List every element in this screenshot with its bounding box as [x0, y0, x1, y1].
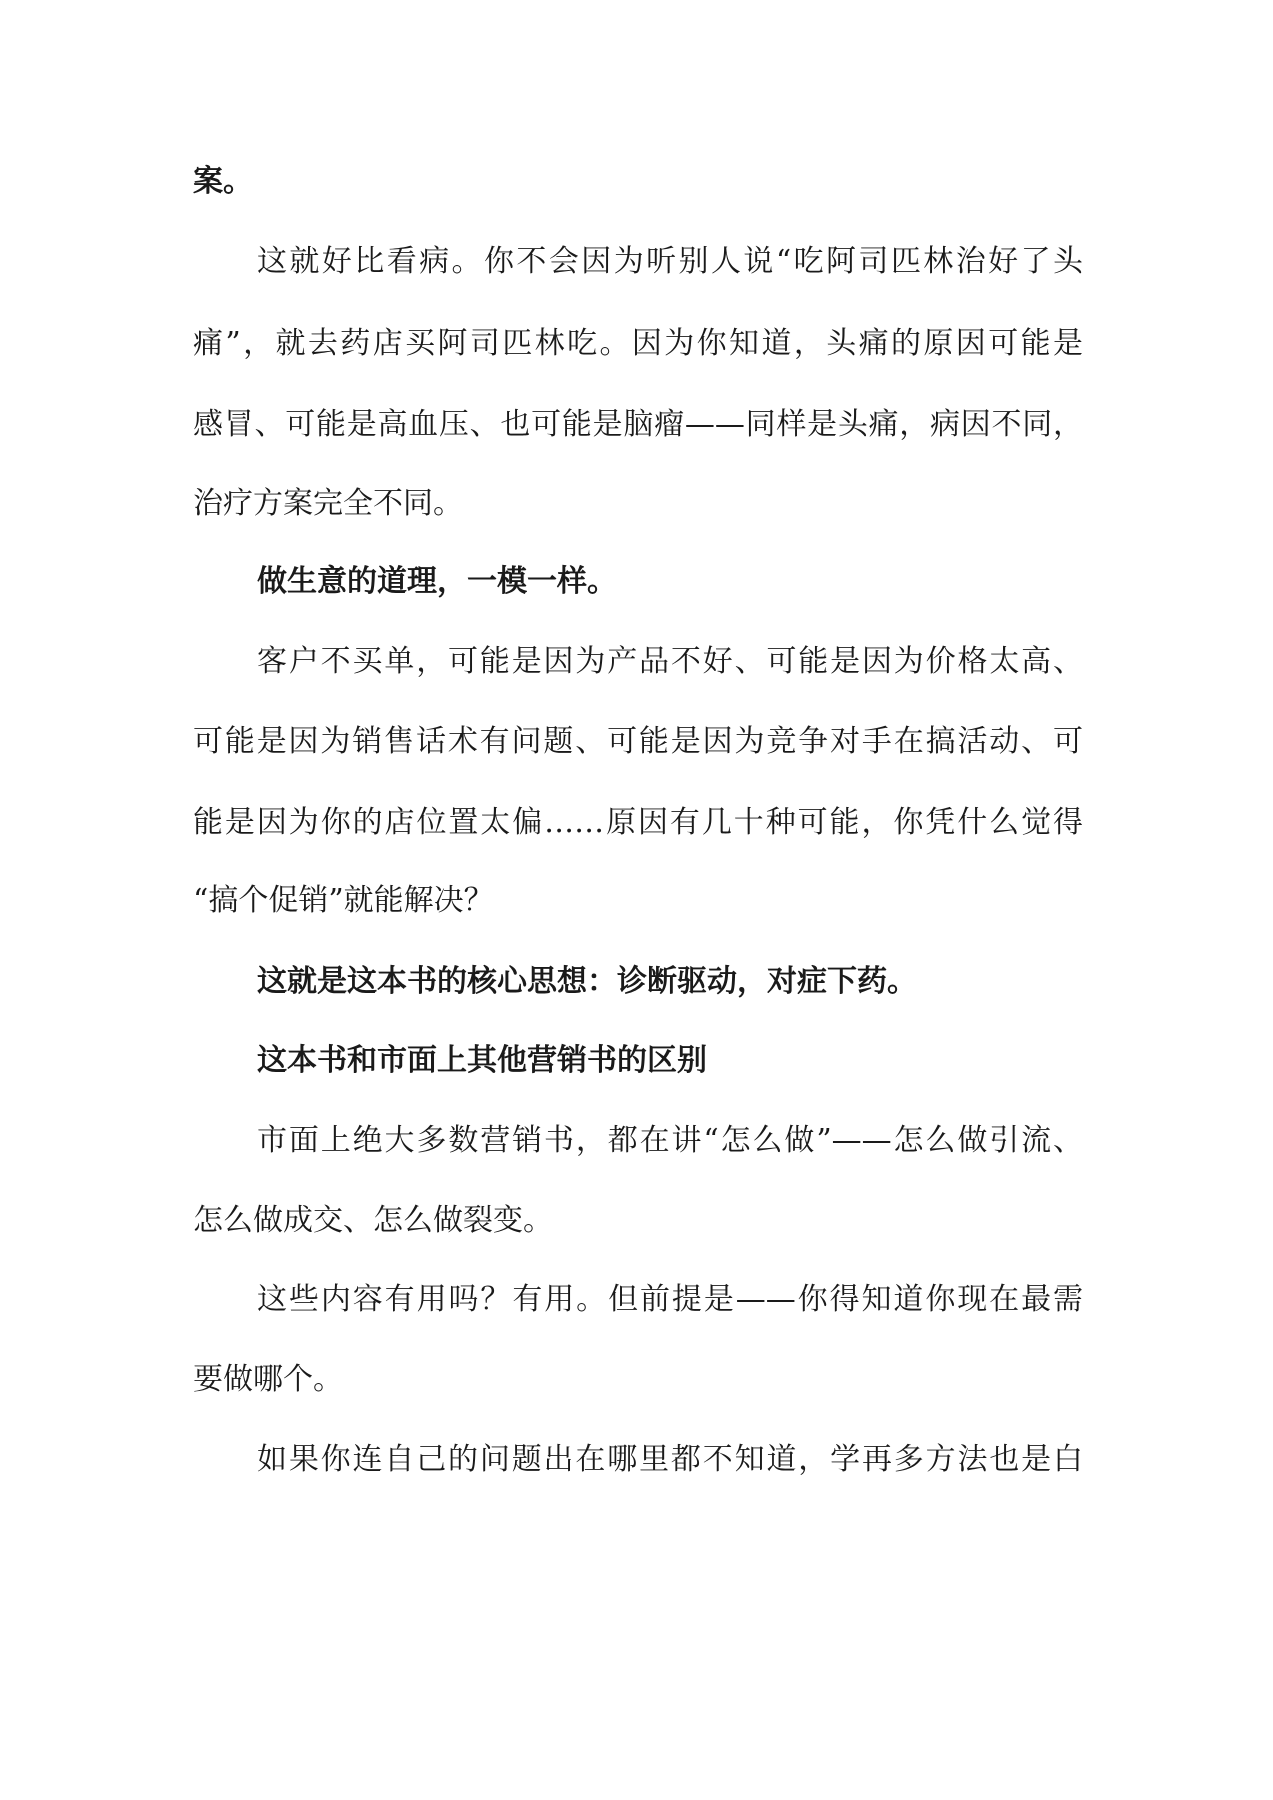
bold-heading: 这就是这本书的核心思想：诊断驱动，对症下药。: [257, 964, 917, 999]
text-line: 案。: [193, 164, 253, 199]
text-line: 感冒、可能是高血压、也可能是脑瘤——同样是头痛，病因不同，: [193, 407, 1083, 442]
bold-heading: 做生意的道理，一模一样。: [257, 564, 617, 599]
text-line: 市面上绝大多数营销书，都在讲“怎么做”——怎么做引流、: [257, 1123, 1083, 1158]
text-line: 治疗方案完全不同。: [193, 486, 463, 521]
text-line: 这就好比看病。你不会因为听别人说“吃阿司匹林治好了头: [257, 244, 1083, 279]
text-line: 要做哪个。: [193, 1362, 343, 1397]
text-line: 客户不买单，可能是因为产品不好、可能是因为价格太高、: [257, 644, 1083, 679]
text-line: 怎么做成交、怎么做裂变。: [193, 1203, 553, 1238]
text-line: 如果你连自己的问题出在哪里都不知道，学再多方法也是白: [257, 1442, 1083, 1477]
section-heading: 这本书和市面上其他营销书的区别: [257, 1043, 707, 1078]
text-line: 这些内容有用吗？有用。但前提是——你得知道你现在最需: [257, 1282, 1083, 1317]
text-line: 痛”，就去药店买阿司匹林吃。因为你知道，头痛的原因可能是: [193, 326, 1083, 361]
text-line: 能是因为你的店位置太偏……原因有几十种可能，你凭什么觉得: [193, 805, 1083, 840]
text-line: “搞个促销”就能解决？: [193, 883, 494, 918]
text-line: 可能是因为销售话术有问题、可能是因为竞争对手在搞活动、可: [193, 724, 1083, 759]
